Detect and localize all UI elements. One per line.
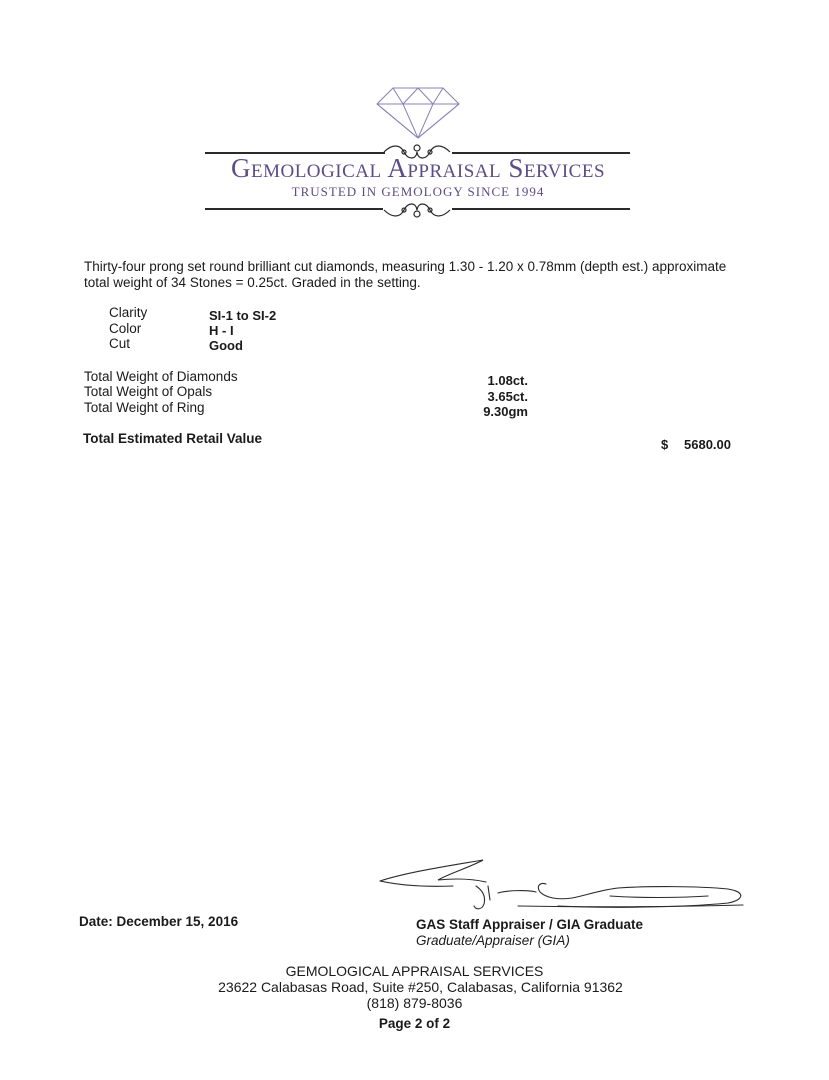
- company-name: Gemological Appraisal Services: [230, 153, 606, 183]
- diamond-icon: [375, 84, 461, 140]
- retail-currency: $: [661, 437, 669, 452]
- item-description: Thirty-four prong set round brilliant cut diamonds, measuring 1.30 - 1.20 x 0.78mm (depth est.) approximate total weight of 34 Stones = 0.25ct. Graded in the setting.: [84, 259, 727, 290]
- appraisal-date: Date: December 15, 2016: [79, 914, 239, 929]
- appraiser-credentials: Graduate/Appraiser (GIA): [416, 933, 570, 948]
- footer-phone: (818) 879-8036: [366, 995, 463, 1011]
- clarity-label: Clarity: [109, 305, 148, 320]
- color-label: Color: [109, 321, 142, 336]
- ring-weight-label: Total Weight of Ring: [84, 400, 205, 415]
- opal-weight-value: 3.65ct.: [487, 389, 528, 404]
- cut-label: Cut: [109, 336, 131, 351]
- diamond-weight-value: 1.08ct.: [487, 373, 528, 388]
- color-value: H - I: [209, 323, 234, 338]
- ring-weight-value: 9.30gm: [483, 404, 528, 419]
- clarity-value: SI-1 to SI-2: [209, 308, 277, 323]
- header-rule: [205, 208, 383, 210]
- diamond-weight-label: Total Weight of Diamonds: [84, 369, 238, 384]
- company-tagline: TRUSTED IN GEMOLOGY SINCE 1994: [291, 184, 545, 199]
- cut-value: Good: [209, 338, 243, 353]
- footer-address: 23622 Calabasas Road, Suite #250, Calabasas, California 91362: [218, 979, 623, 995]
- flourish-ornament-icon: [382, 200, 452, 222]
- retail-value-label: Total Estimated Retail Value: [83, 431, 263, 446]
- footer-company-name: GEMOLOGICAL APPRAISAL SERVICES: [285, 963, 544, 979]
- retail-amount: 5680.00: [684, 437, 731, 452]
- appraiser-title: GAS Staff Appraiser / GIA Graduate: [416, 917, 644, 932]
- page-number: Page 2 of 2: [378, 1016, 451, 1031]
- opal-weight-label: Total Weight of Opals: [84, 384, 213, 399]
- header-rule: [452, 208, 630, 210]
- appraiser-signature: [378, 856, 746, 914]
